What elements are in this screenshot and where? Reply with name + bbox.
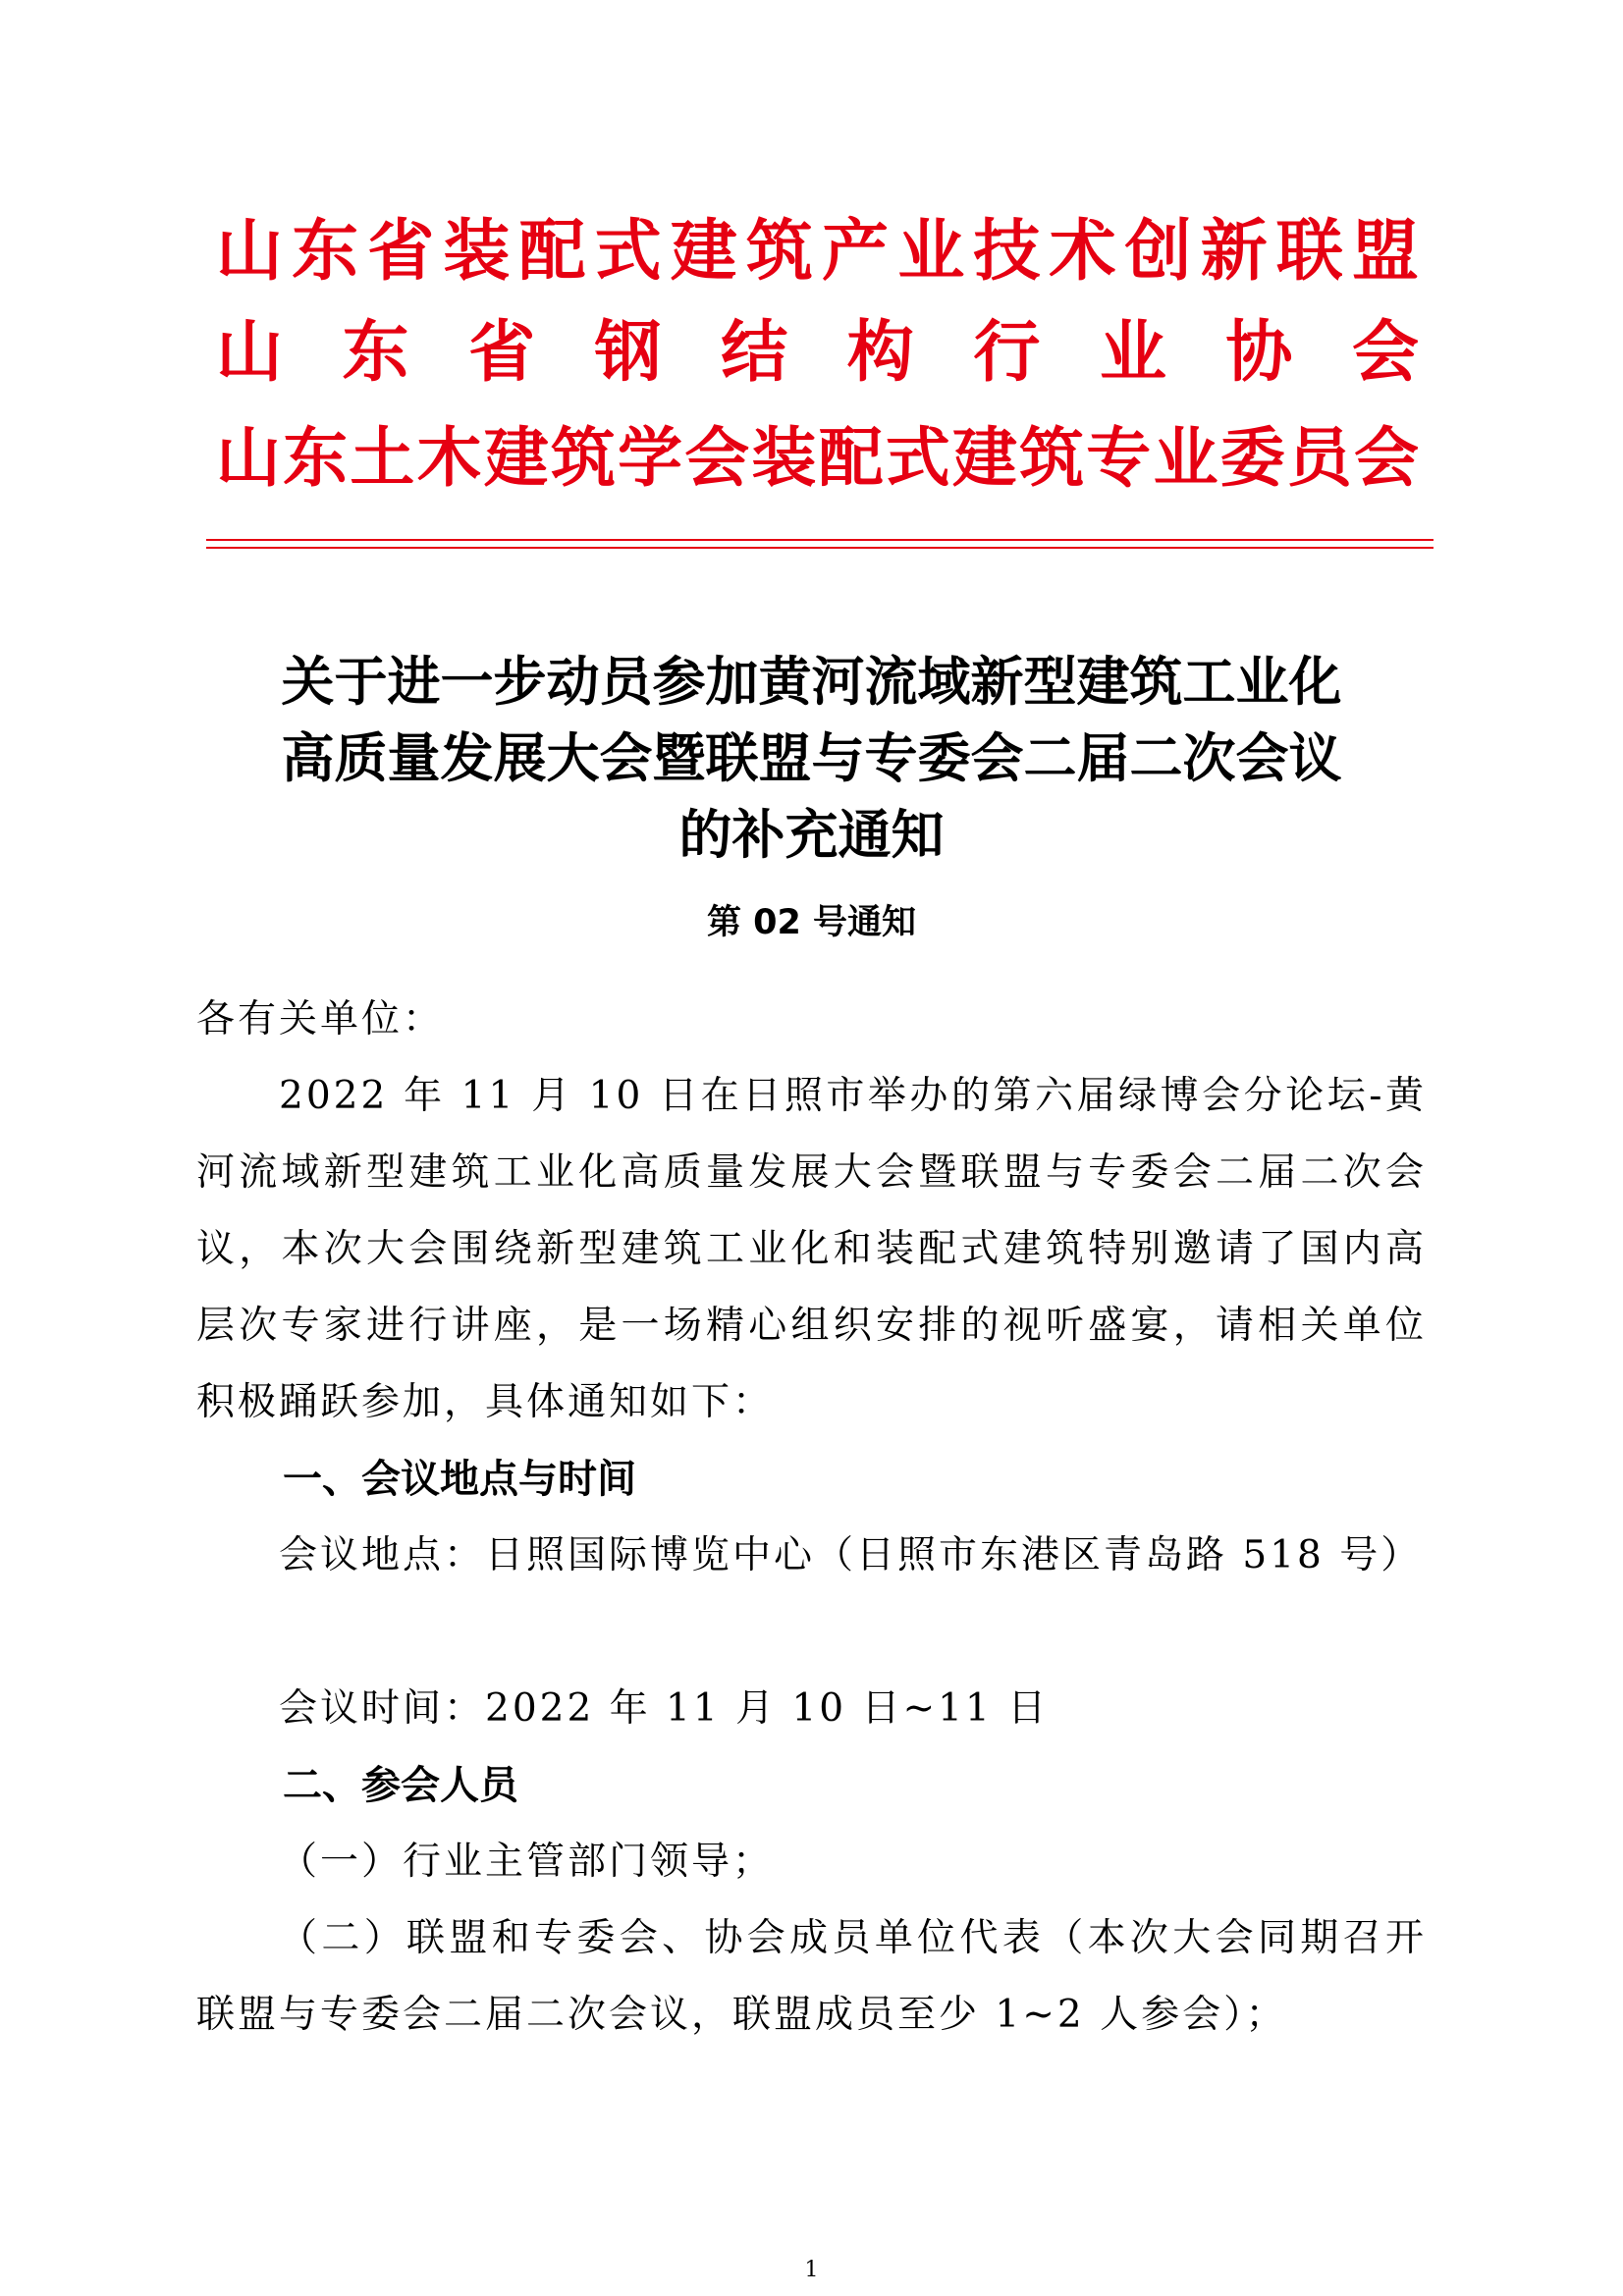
document-title-line-3: 的补充通知: [678, 804, 945, 866]
document-title-line-2: 高质量发展大会暨联盟与专委会二届二次会议: [281, 727, 1342, 789]
section-2-heading: 二、参会人员: [283, 1763, 518, 1808]
notice-number: 第 02 号通知: [706, 903, 917, 942]
page-number: 1: [804, 2258, 819, 2282]
document-title-line-1: 关于进一步动员参加黄河流域新型建筑工业化: [281, 651, 1342, 713]
intro-paragraph: 2022 年 11 月 10 日在日照市举办的第六届绿博会分论坛-黄河流域新型建筑工业化高质量发展大会暨联盟与专委会二届二次会议，本次大会围绕新型建筑工业化和装配式建筑特别邀请了国内高层次专家进行讲座，是一场精心组织安排的视听盛宴，请相关单位积极踊跃参加，具体通知如下：: [196, 1074, 1427, 1424]
item-1: （一）行业主管部门领导；: [279, 1840, 775, 1884]
header-line-alliance: 山东省装配式建筑产业技术创新联盟: [216, 213, 1419, 291]
header-line-steel-association: 山 东 省 钢 结 构 行 业 协 会: [216, 314, 1419, 392]
time-paragraph: 会议时间：2022 年 11 月 10 日~11 日: [279, 1686, 1050, 1731]
venue-paragraph: 会议地点：日照国际博览中心（日照市东港区青岛路 518 号）: [279, 1533, 1423, 1577]
item-2: （二）联盟和专委会、协会成员单位代表（本次大会同期召开联盟与专委会二届二次会议，联盟成员至少 1~2 人参会）；: [196, 1916, 1427, 2037]
header-double-rule: [206, 539, 1434, 549]
header-line-committee: 山东土木建筑学会装配式建筑专业委员会: [216, 420, 1419, 496]
section-1-heading: 一、会议地点与时间: [283, 1457, 636, 1502]
salutation: 各有关单位：: [196, 997, 445, 1041]
